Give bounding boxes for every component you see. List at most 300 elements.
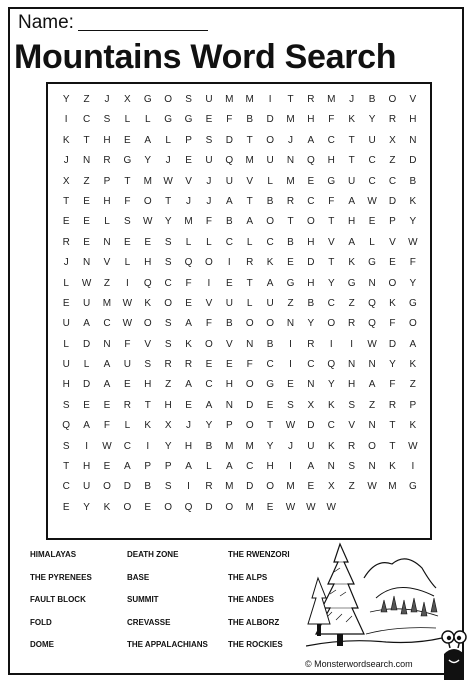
grid-letter[interactable]: I [146,440,150,452]
grid-letter[interactable]: J [206,195,212,207]
grid-letter[interactable]: S [348,461,355,473]
grid-letter[interactable]: W [367,481,377,493]
grid-letter[interactable]: X [307,399,315,411]
grid-letter[interactable]: O [327,318,336,330]
grid-letter[interactable]: E [62,501,70,513]
grid-letter[interactable]: E [185,399,192,411]
grid-letter[interactable]: Q [143,277,152,289]
grid-letter[interactable]: W [81,277,92,289]
grid-letter[interactable]: X [164,420,172,432]
grid-letter[interactable]: E [225,277,233,289]
grid-letter[interactable]: G [123,155,132,167]
grid-letter[interactable]: A [409,338,417,350]
grid-letter[interactable]: E [266,399,274,411]
grid-letter[interactable]: C [82,114,91,126]
grid-letter[interactable]: P [409,399,417,411]
grid-letter[interactable]: B [307,297,315,309]
grid-letter[interactable]: C [103,318,111,330]
grid-letter[interactable]: S [124,216,131,228]
grid-letter[interactable]: H [62,379,70,391]
grid-letter[interactable]: H [103,134,111,146]
grid-letter[interactable]: I [289,359,292,371]
grid-letter[interactable]: R [184,359,193,371]
grid-letter[interactable]: A [185,379,192,391]
grid-letter[interactable]: I [85,440,88,452]
grid-letter[interactable]: U [82,297,91,309]
grid-letter[interactable]: K [266,257,274,269]
grid-letter[interactable]: O [205,257,213,269]
grid-letter[interactable]: E [307,481,315,493]
grid-letter[interactable]: Q [368,297,376,309]
grid-letter[interactable]: L [267,175,273,187]
grid-letter[interactable]: H [327,155,335,167]
grid-letter[interactable]: A [348,236,355,248]
grid-letter[interactable]: E [83,216,90,228]
grid-letter[interactable]: A [103,359,111,371]
grid-letter[interactable]: N [103,236,111,248]
grid-letter[interactable]: D [307,257,315,269]
grid-letter[interactable]: A [103,379,111,391]
grid-letter[interactable]: Z [348,481,355,493]
grid-letter[interactable]: U [307,440,315,452]
grid-letter[interactable]: T [287,216,294,228]
grid-letter[interactable]: F [124,338,131,350]
grid-letter[interactable]: F [205,318,212,330]
grid-letter[interactable]: K [409,359,417,371]
grid-letter[interactable]: Q [184,501,193,513]
grid-letter[interactable]: S [164,257,172,269]
grid-letter[interactable]: L [206,236,212,248]
grid-letter[interactable]: I [289,461,292,473]
grid-letter[interactable]: G [408,481,417,493]
grid-letter[interactable]: Q [184,257,193,269]
grid-letter[interactable]: Y [327,277,335,289]
grid-letter[interactable]: U [368,134,376,146]
grid-letter[interactable]: B [205,440,213,452]
grid-letter[interactable]: F [226,114,233,126]
grid-letter[interactable]: B [246,114,254,126]
grid-letter[interactable]: I [268,94,272,105]
grid-letter[interactable]: D [307,420,315,432]
grid-letter[interactable]: I [125,277,129,289]
grid-letter[interactable]: N [82,257,91,269]
grid-letter[interactable]: F [185,277,192,289]
grid-letter[interactable]: E [287,257,294,269]
grid-letter[interactable]: V [205,297,213,309]
grid-letter[interactable]: T [124,175,131,187]
grid-letter[interactable]: N [225,399,233,411]
grid-letter[interactable]: O [164,297,173,309]
grid-letter[interactable]: W [306,501,316,513]
grid-letter[interactable]: A [185,318,192,330]
grid-letter[interactable]: T [328,257,335,269]
grid-letter[interactable]: R [348,440,356,452]
grid-letter[interactable]: X [389,134,396,146]
grid-letter[interactable]: L [369,236,375,248]
grid-letter[interactable]: F [124,195,131,207]
grid-letter[interactable]: R [307,94,315,105]
grid-letter[interactable]: Y [368,114,376,126]
grid-letter[interactable]: Y [327,379,335,391]
grid-letter[interactable]: W [367,338,377,350]
grid-letter[interactable]: U [225,175,233,187]
grid-letter[interactable]: U [82,481,91,493]
grid-letter[interactable]: H [266,461,274,473]
grid-letter[interactable]: W [408,236,418,248]
grid-letter[interactable]: M [388,481,397,493]
grid-letter[interactable]: U [266,297,274,309]
grid-letter[interactable]: A [246,216,254,228]
grid-letter[interactable]: O [205,338,213,350]
grid-letter[interactable]: J [206,175,212,187]
grid-letter[interactable]: D [82,338,91,350]
grid-letter[interactable]: I [64,114,68,126]
grid-letter[interactable]: G [143,94,152,105]
grid-letter[interactable]: O [266,216,274,228]
grid-letter[interactable]: K [327,399,335,411]
grid-letter[interactable]: T [348,134,355,146]
grid-letter[interactable]: D [388,195,397,207]
grid-letter[interactable]: S [205,134,213,146]
grid-letter[interactable]: T [165,195,172,207]
grid-letter[interactable]: U [205,94,213,105]
grid-letter[interactable]: T [246,134,253,146]
grid-letter[interactable]: N [368,461,376,473]
grid-letter[interactable]: E [124,379,131,391]
grid-letter[interactable]: S [62,399,70,411]
grid-letter[interactable]: H [307,277,315,289]
grid-letter[interactable]: Y [83,501,90,513]
grid-letter[interactable]: C [327,134,335,146]
grid-letter[interactable]: O [388,94,397,105]
grid-letter[interactable]: L [124,114,131,126]
grid-letter[interactable]: V [144,338,152,350]
grid-letter[interactable]: M [143,175,152,187]
grid-letter[interactable]: O [225,501,234,513]
grid-letter[interactable]: U [62,359,70,371]
grid-letter[interactable]: A [348,195,355,207]
grid-letter[interactable]: C [266,236,274,248]
grid-letter[interactable]: F [409,257,416,269]
grid-letter[interactable]: V [103,257,111,269]
grid-letter[interactable]: O [245,318,254,330]
grid-letter[interactable]: D [266,114,274,126]
grid-letter[interactable]: N [409,134,417,146]
grid-letter[interactable]: F [389,318,396,330]
grid-letter[interactable]: M [286,481,295,493]
grid-letter[interactable]: B [266,195,274,207]
grid-letter[interactable]: J [165,155,171,167]
grid-letter[interactable]: R [286,195,295,207]
grid-letter[interactable]: V [225,338,233,350]
grid-letter[interactable]: L [63,277,69,289]
grid-letter[interactable]: M [225,440,234,452]
grid-letter[interactable]: I [329,338,333,350]
grid-letter[interactable]: P [144,461,152,473]
grid-letter[interactable]: M [327,94,336,105]
grid-letter[interactable]: L [83,359,90,371]
grid-letter[interactable]: M [225,481,234,493]
grid-letter[interactable]: E [62,297,70,309]
grid-letter[interactable]: A [144,134,152,146]
grid-letter[interactable]: D [123,481,131,493]
grid-letter[interactable]: F [205,216,212,228]
grid-letter[interactable]: P [185,134,192,146]
grid-letter[interactable]: L [104,216,110,228]
grid-letter[interactable]: A [225,461,233,473]
grid-letter[interactable]: B [225,318,233,330]
grid-letter[interactable]: D [225,134,233,146]
grid-letter[interactable]: S [103,114,111,126]
grid-letter[interactable]: C [123,440,131,452]
grid-letter[interactable]: G [164,114,173,126]
grid-letter[interactable]: T [389,420,396,432]
grid-letter[interactable]: R [164,359,172,371]
grid-letter[interactable]: M [286,175,295,187]
grid-letter[interactable]: D [409,155,417,167]
grid-letter[interactable]: W [285,501,296,513]
grid-letter[interactable]: A [225,195,233,207]
grid-letter[interactable]: Y [164,440,172,452]
grid-letter[interactable]: X [327,481,335,493]
grid-letter[interactable]: W [122,318,133,330]
grid-letter[interactable]: F [103,420,111,432]
grid-letter[interactable]: O [266,318,274,330]
grid-letter[interactable]: J [349,94,355,105]
grid-letter[interactable]: X [62,175,70,187]
grid-letter[interactable]: Y [409,277,417,289]
grid-letter[interactable]: M [245,440,254,452]
grid-letter[interactable]: H [409,114,417,126]
grid-letter[interactable]: T [348,155,355,167]
grid-letter[interactable]: J [104,94,110,105]
grid-letter[interactable]: C [327,420,335,432]
grid-letter[interactable]: R [123,399,131,411]
grid-letter[interactable]: R [348,318,356,330]
grid-letter[interactable]: U [205,155,213,167]
grid-letter[interactable]: Z [287,297,294,309]
grid-letter[interactable]: B [409,175,417,187]
grid-letter[interactable]: S [144,359,152,371]
grid-letter[interactable]: A [185,461,192,473]
grid-letter[interactable]: M [102,297,112,309]
grid-letter[interactable]: T [63,461,70,473]
grid-letter[interactable]: K [144,420,152,432]
grid-letter[interactable]: H [184,440,193,452]
grid-letter[interactable]: A [124,461,131,473]
grid-letter[interactable]: H [307,236,315,248]
grid-letter[interactable]: K [144,297,152,309]
grid-letter[interactable]: K [327,440,335,452]
grid-letter[interactable]: K [185,338,192,350]
grid-letter[interactable]: M [184,216,193,228]
grid-letter[interactable]: H [348,216,356,228]
grid-letter[interactable]: R [307,338,315,350]
grid-letter[interactable]: O [143,318,152,330]
grid-letter[interactable]: S [164,318,172,330]
grid-letter[interactable]: Z [369,399,376,411]
grid-letter[interactable]: S [164,236,172,248]
grid-letter[interactable]: L [246,236,253,248]
grid-letter[interactable]: F [328,114,335,126]
grid-letter[interactable]: S [348,399,355,411]
grid-letter[interactable]: H [144,379,152,391]
grid-letter[interactable]: Q [62,420,71,432]
grid-letter[interactable]: Z [83,175,90,187]
grid-letter[interactable]: B [266,338,274,350]
grid-letter[interactable]: E [83,399,90,411]
grid-letter[interactable]: E [185,155,192,167]
grid-letter[interactable]: C [368,155,376,167]
grid-letter[interactable]: O [123,501,132,513]
grid-letter[interactable]: E [287,379,294,391]
name-line[interactable] [78,12,208,31]
grid-letter[interactable]: I [289,338,292,350]
grid-letter[interactable]: Q [368,318,376,330]
grid-letter[interactable]: S [62,440,70,452]
grid-letter[interactable]: O [164,501,173,513]
grid-letter[interactable]: O [143,195,152,207]
grid-letter[interactable]: V [185,175,192,187]
grid-letter[interactable]: K [348,114,355,126]
grid-letter[interactable]: L [124,257,131,269]
grid-letter[interactable]: M [245,501,254,513]
grid-letter[interactable]: C [205,379,213,391]
grid-letter[interactable]: E [103,461,111,473]
grid-letter[interactable]: U [123,359,131,371]
grid-letter[interactable]: E [205,359,213,371]
grid-letter[interactable]: U [225,297,233,309]
grid-letter[interactable]: E [83,195,90,207]
grid-letter[interactable]: R [103,155,111,167]
grid-letter[interactable]: G [327,175,336,187]
grid-letter[interactable]: D [388,338,397,350]
grid-letter[interactable]: B [225,216,233,228]
grid-letter[interactable]: O [266,134,274,146]
grid-letter[interactable]: O [245,379,254,391]
grid-letter[interactable]: D [246,399,254,411]
grid-letter[interactable]: D [205,501,213,513]
grid-letter[interactable]: U [348,175,356,187]
grid-letter[interactable]: R [246,257,254,269]
grid-letter[interactable]: Y [144,155,152,167]
grid-letter[interactable]: F [246,359,253,371]
grid-letter[interactable]: R [205,481,213,493]
grid-letter[interactable]: E [185,297,192,309]
grid-letter[interactable]: C [368,175,376,187]
grid-letter[interactable]: G [266,379,274,391]
grid-letter[interactable]: W [408,440,418,452]
grid-letter[interactable]: O [266,481,274,493]
grid-letter[interactable]: Z [348,297,355,309]
grid-letter[interactable]: K [389,297,396,309]
grid-letter[interactable]: T [287,94,294,105]
grid-letter[interactable]: O [306,216,315,228]
grid-letter[interactable]: T [246,277,253,289]
grid-letter[interactable]: Q [225,155,234,167]
grid-letter[interactable]: V [348,420,355,432]
grid-letter[interactable]: V [389,236,396,248]
grid-letter[interactable]: K [409,195,417,207]
grid-letter[interactable]: H [82,461,91,473]
grid-letter[interactable]: L [185,236,192,248]
grid-letter[interactable]: P [389,216,396,228]
grid-letter[interactable]: B [287,236,294,248]
grid-letter[interactable]: X [124,94,131,105]
grid-letter[interactable]: Q [327,359,336,371]
grid-letter[interactable]: R [388,399,397,411]
grid-letter[interactable]: Z [389,155,396,167]
grid-letter[interactable]: F [389,379,396,391]
grid-letter[interactable]: Y [164,216,172,228]
grid-letter[interactable]: C [246,461,254,473]
grid-letter[interactable]: D [82,379,91,391]
grid-letter[interactable]: N [103,338,111,350]
grid-letter[interactable]: G [184,114,193,126]
grid-letter[interactable]: C [327,297,335,309]
grid-letter[interactable]: W [326,501,336,513]
grid-letter[interactable]: L [144,114,151,126]
grid-letter[interactable]: L [206,461,212,473]
grid-letter[interactable]: Y [409,216,417,228]
grid-letter[interactable]: J [63,155,69,167]
grid-letter[interactable]: Y [307,318,315,330]
grid-letter[interactable]: W [367,195,377,207]
grid-letter[interactable]: E [307,175,315,187]
grid-letter[interactable]: I [207,277,211,289]
grid-letter[interactable]: S [185,94,192,105]
grid-letter[interactable]: M [245,155,254,167]
grid-letter[interactable]: D [246,481,254,493]
grid-letter[interactable]: C [307,359,315,371]
grid-letter[interactable]: E [124,236,131,248]
grid-letter[interactable]: P [103,175,111,187]
grid-letter[interactable]: N [82,155,91,167]
grid-letter[interactable]: P [225,420,233,432]
grid-letter[interactable]: G [347,277,356,289]
grid-letter[interactable]: T [389,440,396,452]
grid-letter[interactable]: Q [306,155,315,167]
grid-letter[interactable]: V [246,175,254,187]
grid-letter[interactable]: M [225,94,234,105]
grid-letter[interactable]: A [307,134,315,146]
grid-letter[interactable]: E [205,114,213,126]
grid-letter[interactable]: O [103,481,111,493]
grid-letter[interactable]: A [266,277,274,289]
grid-letter[interactable]: W [143,216,153,228]
grid-letter[interactable]: S [164,481,172,493]
grid-letter[interactable]: L [124,420,131,432]
grid-letter[interactable]: Y [389,359,396,371]
grid-letter[interactable]: N [368,359,376,371]
grid-letter[interactable]: N [368,277,376,289]
grid-letter[interactable]: Z [165,379,172,391]
grid-letter[interactable]: T [83,134,90,146]
grid-letter[interactable]: H [103,195,111,207]
grid-letter[interactable]: J [63,257,69,269]
grid-letter[interactable]: T [63,195,70,207]
grid-letter[interactable]: F [328,195,335,207]
grid-letter[interactable]: C [164,277,172,289]
grid-letter[interactable]: J [287,440,293,452]
grid-letter[interactable]: A [83,420,90,432]
grid-letter[interactable]: W [285,420,296,432]
grid-letter[interactable]: A [368,379,376,391]
grid-letter[interactable]: I [187,481,190,493]
grid-letter[interactable]: S [164,338,172,350]
grid-letter[interactable]: H [348,379,356,391]
grid-letter[interactable]: C [388,175,397,187]
